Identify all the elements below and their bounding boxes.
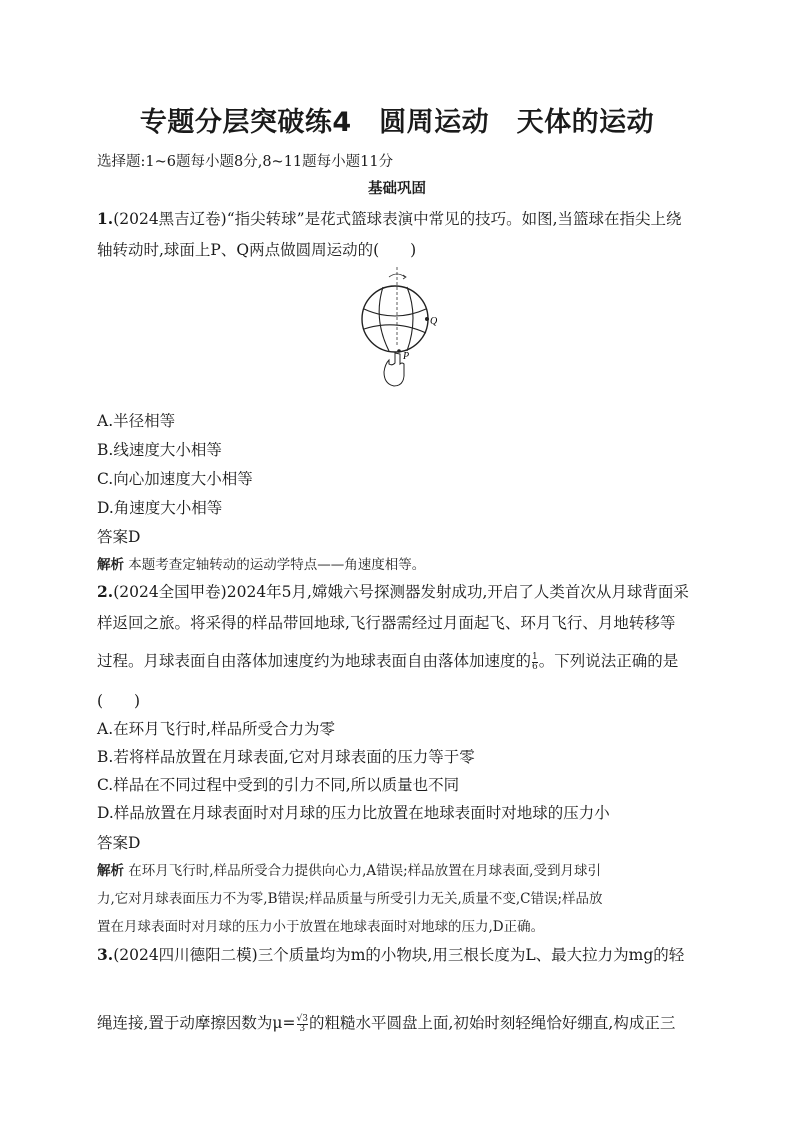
question-2-explanation-line-2: 力,它对月球表面压力不为零,B错误;样品质量与所受引力无关,质量不变,C错误;样品放 (97, 891, 603, 907)
fraction-one-sixth: $\frac{1}{6}$ (532, 651, 538, 672)
question-1-option-c: C.向心加速度大小相等 (97, 470, 253, 488)
question-1-option-d: D.角速度大小相等 (97, 499, 223, 517)
question-1-explanation: 解析 本题考查定轴转动的运动学特点——角速度相等。 (97, 557, 426, 573)
question-1-number: 1. (97, 209, 114, 228)
point-q-label: Q (430, 316, 438, 327)
question-2-number: 2. (97, 582, 114, 601)
point-p-label: P (403, 351, 410, 362)
question-2-explanation-line-1: 解析 在环月飞行时,样品所受合力提供向心力,A错误;样品放置在月球表面,受到月球引 (97, 863, 601, 879)
question-3-number: 3. (97, 945, 114, 964)
question-1-line-2: 轴转动时,球面上P、Q两点做圆周运动的( ) (97, 241, 417, 259)
question-2-line-3: 过程。月球表面自由落体加速度约为地球表面自由落体加速度的 $\frac{1}{6}$ 。下列说法正确的是 (97, 651, 679, 672)
question-1-option-b: B.线速度大小相等 (97, 441, 222, 459)
question-1-option-a: A.半径相等 (97, 412, 176, 430)
score-note: 选择题:1~6题每小题8分,8~11题每小题11分 (97, 154, 394, 170)
section-heading: 基础巩固 (368, 180, 426, 197)
question-2-explanation-line-3: 置在月球表面时对月球的压力小于放置在地球表面时对地球的压力,D正确。 (97, 919, 545, 935)
question-3-line-2: 绳连接,置于动摩擦因数为μ= $\frac{√3}{3}$ 的粗糙水平圆盘上面,初始时刻轻绳恰好绷直,构成正三 (97, 1013, 676, 1034)
basketball-figure (355, 265, 445, 395)
question-3-line-1: 3.(2024四川德阳二模)三个质量均为m的小物块,用三根长度为L、最大拉力为mg的轻 (97, 945, 685, 964)
question-2-line-1: 2.(2024全国甲卷)2024年5月,嫦娥六号探测器发射成功,开启了人类首次从月球背面采 (97, 582, 689, 601)
question-2-option-d: D.样品放置在月球表面时对月球的压力比放置在地球表面时对地球的压力小 (97, 804, 610, 822)
question-2-option-a: A.在环月飞行时,样品所受合力为零 (97, 720, 336, 738)
question-2-option-c: C.样品在不同过程中受到的引力不同,所以质量也不同 (97, 776, 460, 794)
question-2-option-b: B.若将样品放置在月球表面,它对月球表面的压力等于零 (97, 748, 475, 766)
question-2-line-2: 样返回之旅。将采得的样品带回地球,飞行器需经过月面起飞、环月飞行、月地转移等 (97, 614, 676, 632)
question-2-line-4: ( ) (97, 692, 141, 710)
question-1-answer: 答案D (97, 528, 141, 546)
fraction-root3-over-3: $\frac{√3}{3}$ (296, 1013, 308, 1034)
page-title: 专题分层突破练4 圆周运动 天体的运动 (139, 107, 655, 138)
question-2-answer: 答案D (97, 834, 141, 852)
question-1-line-1: 1.(2024黑吉辽卷)“指尖转球”是花式篮球表演中常见的技巧。如图,当篮球在指尖上绕 (97, 209, 682, 228)
